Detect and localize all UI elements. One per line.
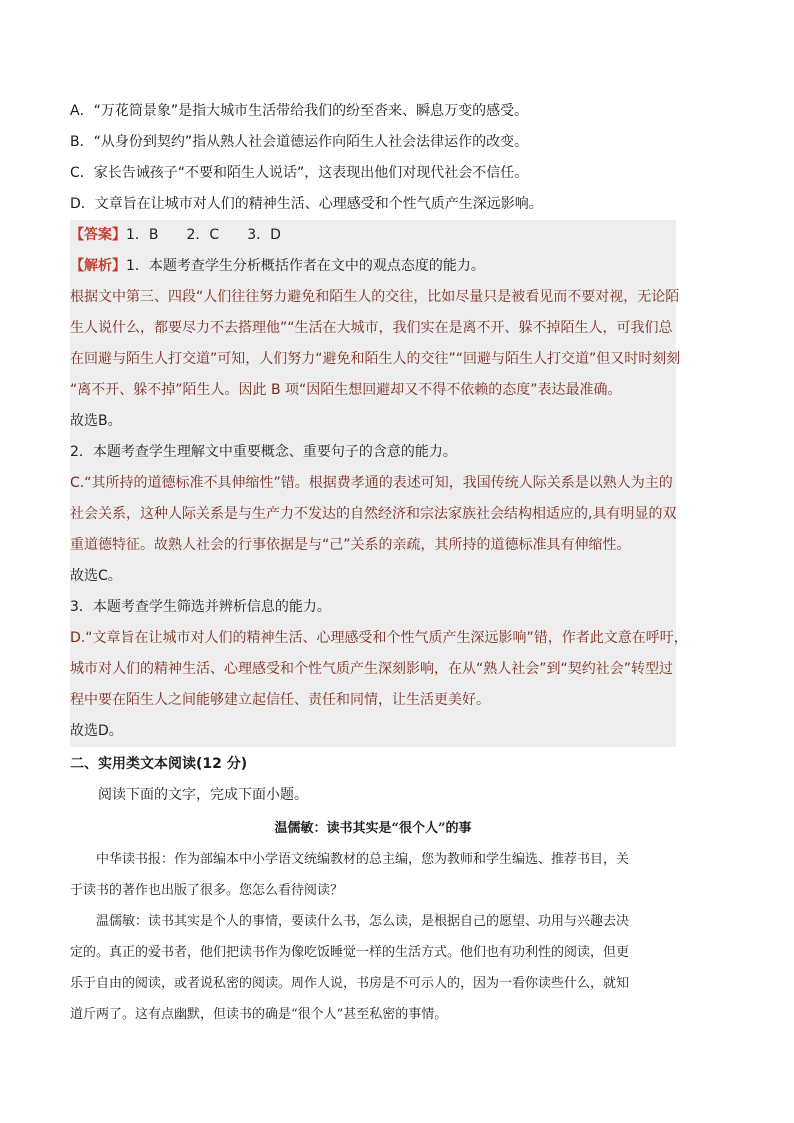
analysis-q2-line: C.“其所持的道德标准不具伸缩性”错。根据费孝通的表述可知，我国传统人际关系是以熟人为主的 <box>70 475 673 491</box>
answer-text: 1．B 2．C 3．D <box>126 227 281 243</box>
article-paragraph: 温儒敏：读书其实是个人的事情，要读什么书，怎么读，是根据自己的愿望、功用与兴趣去决 <box>96 914 630 929</box>
analysis-q3-conclusion: 故选D。 <box>70 723 123 739</box>
analysis-q3-line: 程中要在陌生人之间能够建立起信任、责任和同情，让生活更美好。 <box>70 692 490 708</box>
analysis-q1-head <box>70 251 676 282</box>
analysis-q1-line: “离不开、躲不掉”陌生人。因此 B 项“因陌生想回避却又不得不依赖的态度”表达最准确。 <box>70 382 622 398</box>
analysis-q2-head: 2．本题考查学生理解文中重要概念、重要句子的含意的能力。 <box>70 444 457 460</box>
analysis-q3-line: 城市对人们的精神生活、心理感受和个性气质产生深刻影响，在从“熟人社会”到“契约社会”转型过 <box>70 661 674 677</box>
analysis-q1-line: 根据文中第三、四段“人们往往努力避免和陌生人的交往，比如尽量只是被看见而不要对视，无论陌 <box>70 289 680 305</box>
analysis-q2-line: 社会关系，这种人际关系是与生产力不发达的自然经济和宗法家族社会结构相适应的,具有明显的双 <box>70 506 677 522</box>
analysis-q1-line: 在回避与陌生人打交道”可知，人们努力“避免和陌生人的交往”“回避与陌生人打交道”但又时时刻刻 <box>70 351 681 367</box>
option-b: B．“从身份到契约”指从熟人社会道德运作向陌生人社会法律运作的改变。 <box>70 134 529 150</box>
analysis-q2-line: 重道德特征。故熟人社会的行事依据是与“己”关系的亲疏，其所持的道德标准具有伸缩性。 <box>70 537 631 553</box>
analysis-q3-line: D.“文章旨在让城市对人们的精神生活、心理感受和个性气质产生深远影响”错，作者此文意在呼吁， <box>70 630 688 646</box>
answer-analysis-box <box>70 220 688 747</box>
article-paragraph-cont: 乐于自由的阅读，或者说私密的阅读。周作人说，书房是不可示人的，因为一看你读些什么，就知 <box>70 976 630 991</box>
section-instruction: 阅读下面的文字，完成下面小题。 <box>98 787 308 803</box>
article-paragraph: 中华读书报：作为部编本中小学语文统编教材的总主编，您为教师和学生编选、推荐书目，关 <box>96 852 630 867</box>
article-body <box>70 844 676 1030</box>
article-paragraph-cont: 道斤两了。这有点幽默，但读书的确是“很个人”甚至私密的事情。 <box>70 1007 448 1022</box>
analysis-tag: 【解析】 <box>70 258 126 274</box>
article-paragraph-cont: 于读书的著作也出版了很多。您怎么看待阅读？ <box>70 883 344 898</box>
option-list <box>70 96 676 220</box>
analysis-q1-conclusion: 故选B。 <box>70 413 122 429</box>
section-title: 二、实用类文本阅读(12 分) <box>70 756 248 772</box>
option-d: D．文章旨在让城市对人们的精神生活、心理感受和个性气质产生深远影响。 <box>70 196 543 212</box>
analysis-q2-conclusion: 故选C。 <box>70 568 122 584</box>
analysis-q1-head-text: 1．本题考查学生分析概括作者在文中的观点态度的能力。 <box>126 258 485 274</box>
option-c: C．家长告诫孩子“不要和陌生人说话”，这表现出他们对现代社会不信任。 <box>70 165 529 181</box>
answer-tag: 【答案】 <box>70 227 126 243</box>
document-page <box>70 96 688 1030</box>
option-a: A．“万花筒景象”是指大城市生活带给我们的纷至沓来、瞬息万变的感受。 <box>70 103 529 119</box>
article-paragraph-cont: 定的。真正的爱书者，他们把读书作为像吃饭睡觉一样的生活方式。他们也有功利性的阅读，但更 <box>70 945 630 960</box>
analysis-q3-head: 3．本题考查学生筛选并辨析信息的能力。 <box>70 599 331 615</box>
analysis-q1-line: 生人说什么，都要尽力不去搭理他”“生活在大城市，我们实在是离不开、躲不掉陌生人，可我们总 <box>70 320 673 336</box>
article-title: 温儒敏：读书其实是“很个人”的事 <box>274 821 472 836</box>
answer-line <box>70 220 676 251</box>
